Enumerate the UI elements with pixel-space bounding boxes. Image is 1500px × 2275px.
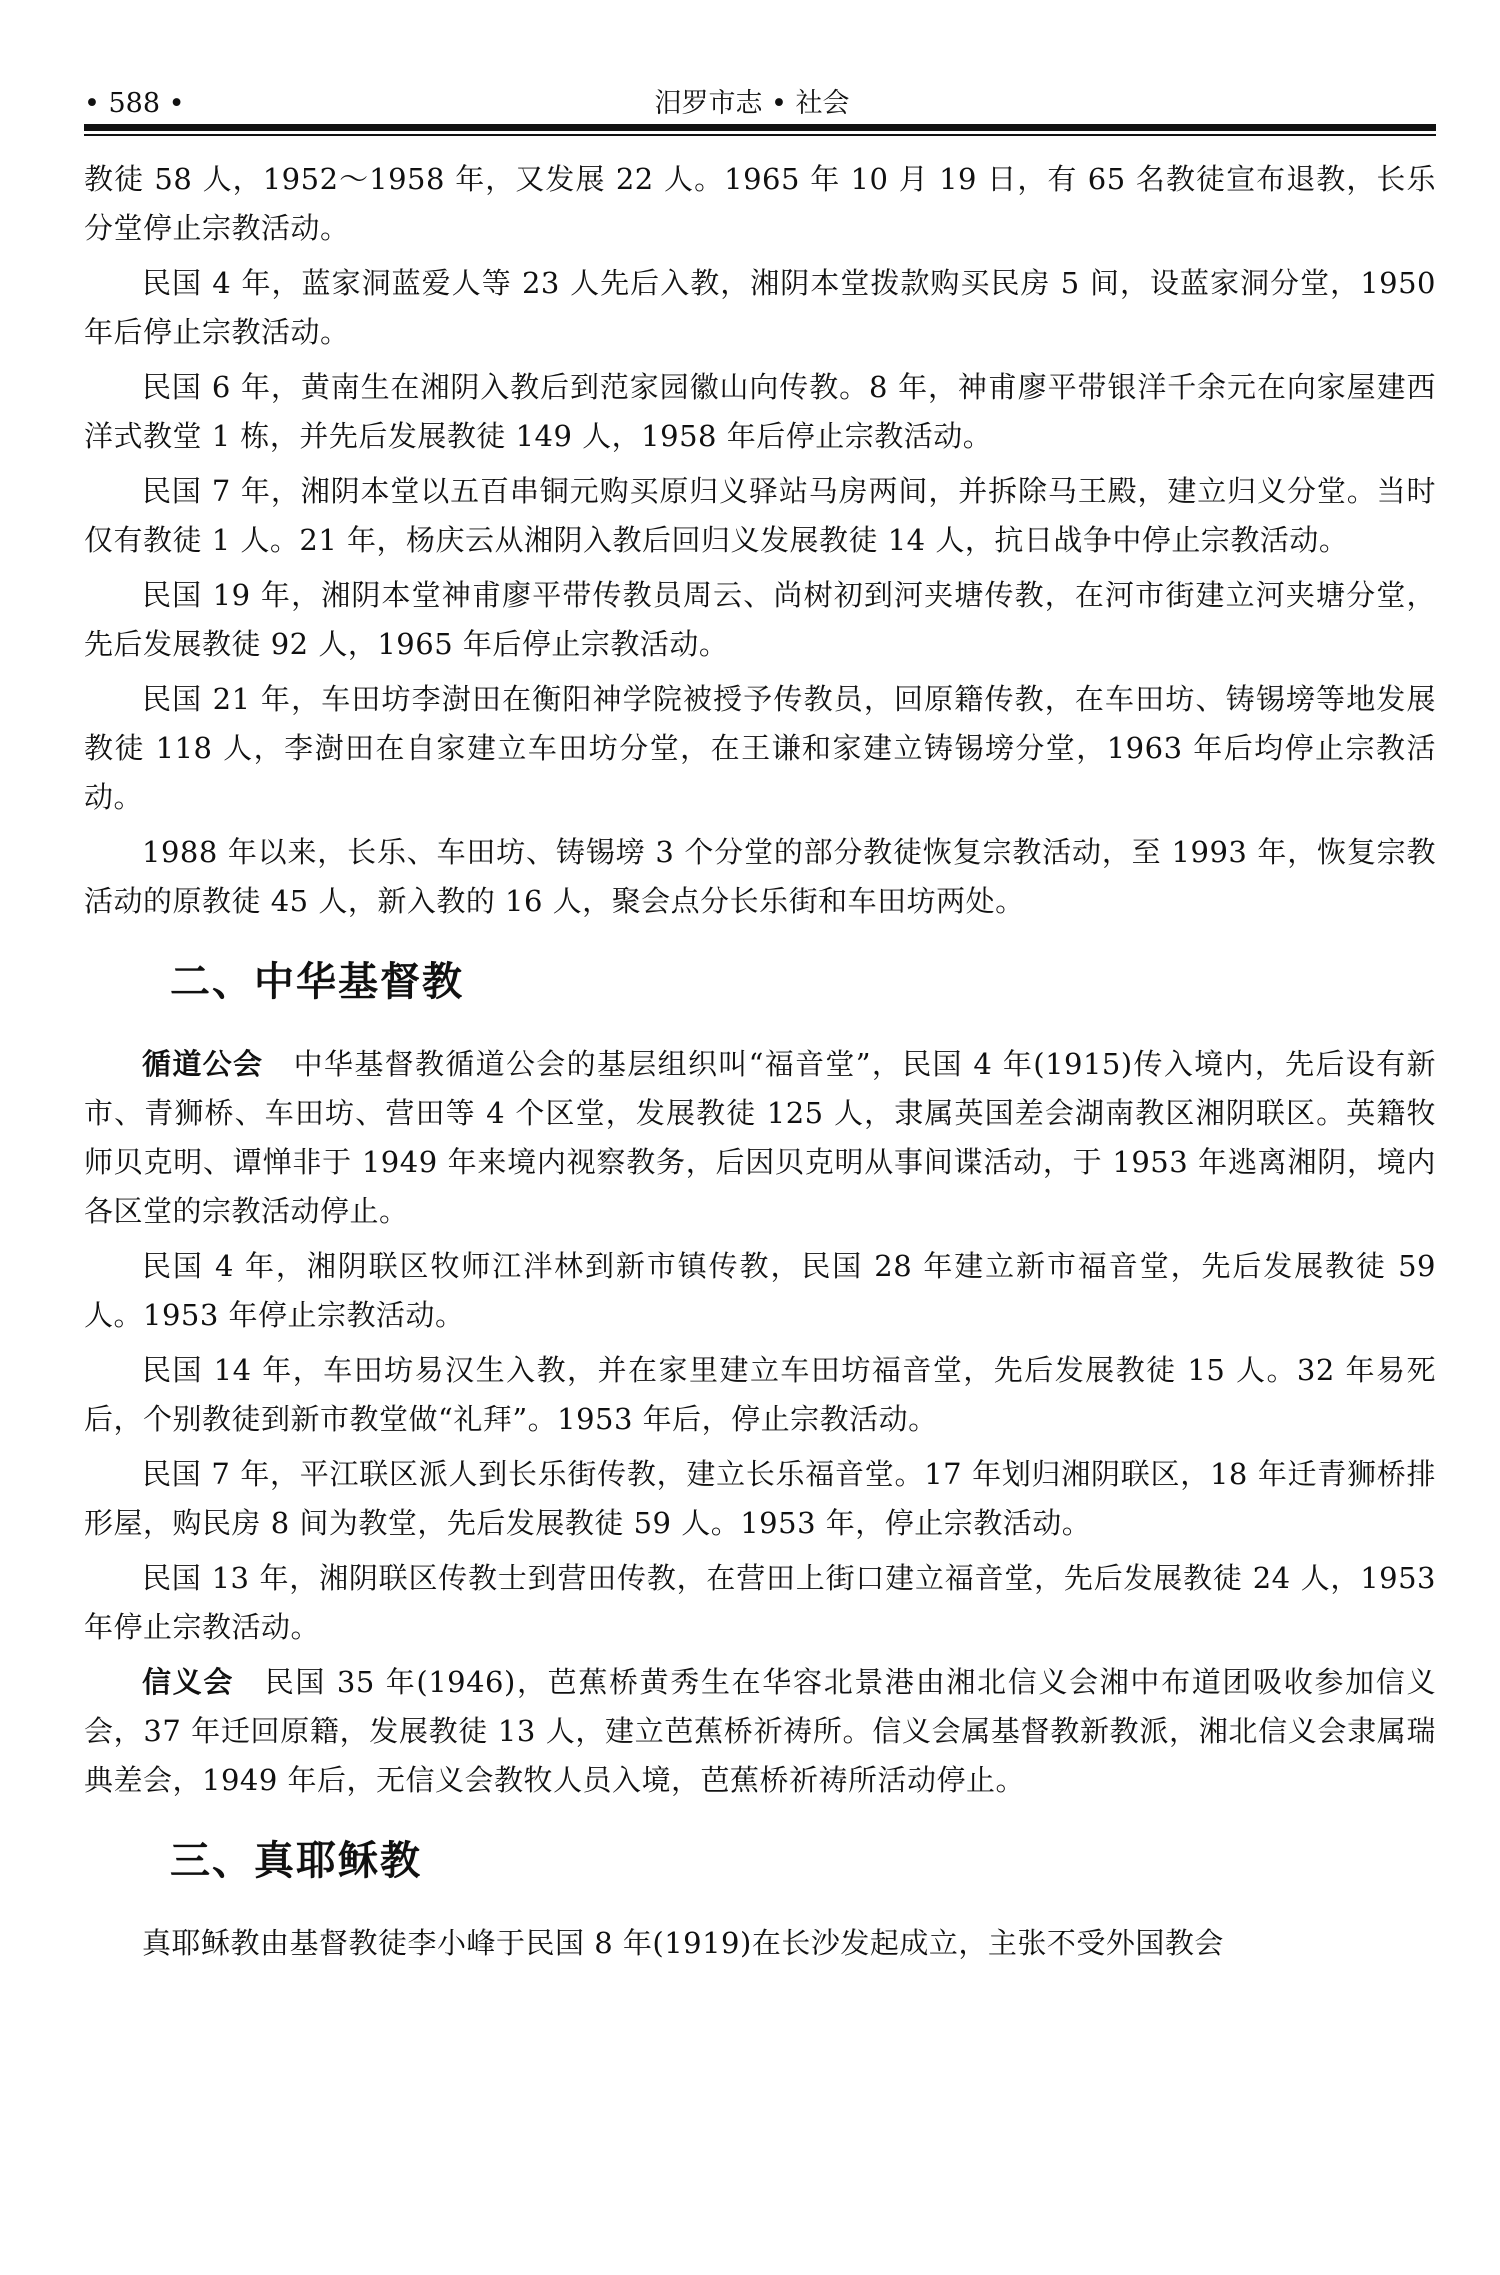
paragraph: 民国 21 年，车田坊李澍田在衡阳神学院被授予传教员，回原籍传教，在车田坊、铸锡塝等地发展教徒 118 人，李澍田在自家建立车田坊分堂，在王谦和家建立铸锡塝分堂，1963 年后均停止宗教活动。 — [84, 682, 1436, 814]
page-body — [84, 155, 1436, 1974]
page-number: • 588 • — [84, 88, 185, 119]
section-heading: 三、真耶稣教 — [170, 1837, 422, 1884]
paragraph: 民国 4 年，湘阴联区牧师江泮林到新市镇传教，民国 28 年建立新市福音堂，先后发展教徒 59 人。1953 年停止宗教活动。 — [84, 1249, 1436, 1332]
header-rule-thick — [84, 124, 1436, 131]
paragraph: 民国 13 年，湘阴联区传教士到营田传教，在营田上街口建立福音堂，先后发展教徒 24 人，1953 年停止宗教活动。 — [84, 1561, 1436, 1644]
paragraph: 真耶稣教由基督教徒李小峰于民国 8 年(1919)在长沙发起成立，主张不受外国教会 — [142, 1926, 1224, 1960]
running-title: 汨罗市志 • 社会 — [654, 88, 850, 119]
header-rule-thin — [84, 134, 1436, 136]
paragraph: 民国 19 年，湘阴本堂神甫廖平带传教员周云、尚树初到河夹塘传教，在河市街建立河夹塘分堂，先后发展教徒 92 人，1965 年后停止宗教活动。 — [84, 578, 1436, 661]
paragraph: 1988 年以来，长乐、车田坊、铸锡塝 3 个分堂的部分教徒恢复宗教活动，至 1993 年，恢复宗教活动的原教徒 45 人，新入教的 16 人，聚会点分长乐街和车田坊两处。 — [84, 835, 1436, 918]
term-text: 中华基督教循道公会的基层组织叫“福音堂”，民国 4 年(1915)传入境内，先后设有新市、青狮桥、车田坊、营田等 4 个区堂，发展教徒 125 人，隶属英国差会湖南教区湘阴联区。英籍牧师贝克明、谭惮非于 1949 年来境内视察教务，后因贝克明从事间谍活动，于 1953 年逃离湘阴，境内各区堂的宗教活动停止。 — [84, 1047, 1436, 1228]
page-header — [84, 84, 1420, 124]
paragraph — [84, 1040, 1436, 1236]
paragraph: 民国 7 年，湘阴本堂以五百串铜元购买原归义驿站马房两间，并拆除马王殿，建立归义分堂。当时仅有教徒 1 人。21 年，杨庆云从湘阴入教后回归义发展教徒 14 人，抗日战争中停止宗教活动。 — [84, 474, 1436, 557]
paragraph: 民国 7 年，平江联区派人到长乐街传教，建立长乐福音堂。17 年划归湘阴联区，18 年迁青狮桥排形屋，购民房 8 间为教堂，先后发展教徒 59 人。1953 年，停止宗教活动。 — [84, 1457, 1436, 1540]
paragraph: 教徒 58 人，1952～1958 年，又发展 22 人。1965 年 10 月 19 日，有 65 名教徒宣布退教，长乐分堂停止宗教活动。 — [84, 162, 1436, 245]
term-label: 循道公会 — [142, 1047, 264, 1081]
paragraph: 民国 6 年，黄南生在湘阴入教后到范家园徽山向传教。8 年，神甫廖平带银洋千余元在向家屋建西洋式教堂 1 栋，并先后发展教徒 149 人，1958 年后停止宗教活动。 — [84, 370, 1436, 453]
section-heading: 二、中华基督教 — [170, 958, 464, 1005]
paragraph: 民国 14 年，车田坊易汉生入教，并在家里建立车田坊福音堂，先后发展教徒 15 人。32 年易死后，个别教徒到新市教堂做“礼拜”。1953 年后，停止宗教活动。 — [84, 1353, 1436, 1436]
paragraph: 民国 4 年，蓝家洞蓝爱人等 23 人先后入教，湘阴本堂拨款购买民房 5 间，设蓝家洞分堂，1950 年后停止宗教活动。 — [84, 266, 1436, 349]
paragraph — [84, 1658, 1436, 1805]
term-text: 民国 35 年(1946)，芭蕉桥黄秀生在华容北景港由湘北信义会湘中布道团吸收参加信义会，37 年迁回原籍，发展教徒 13 人，建立芭蕉桥祈祷所。信义会属基督教新教派，湘北信义会隶属瑞典差会，1949 年后，无信义会教牧人员入境，芭蕉桥祈祷所活动停止。 — [84, 1665, 1436, 1797]
term-label: 信义会 — [142, 1665, 235, 1699]
